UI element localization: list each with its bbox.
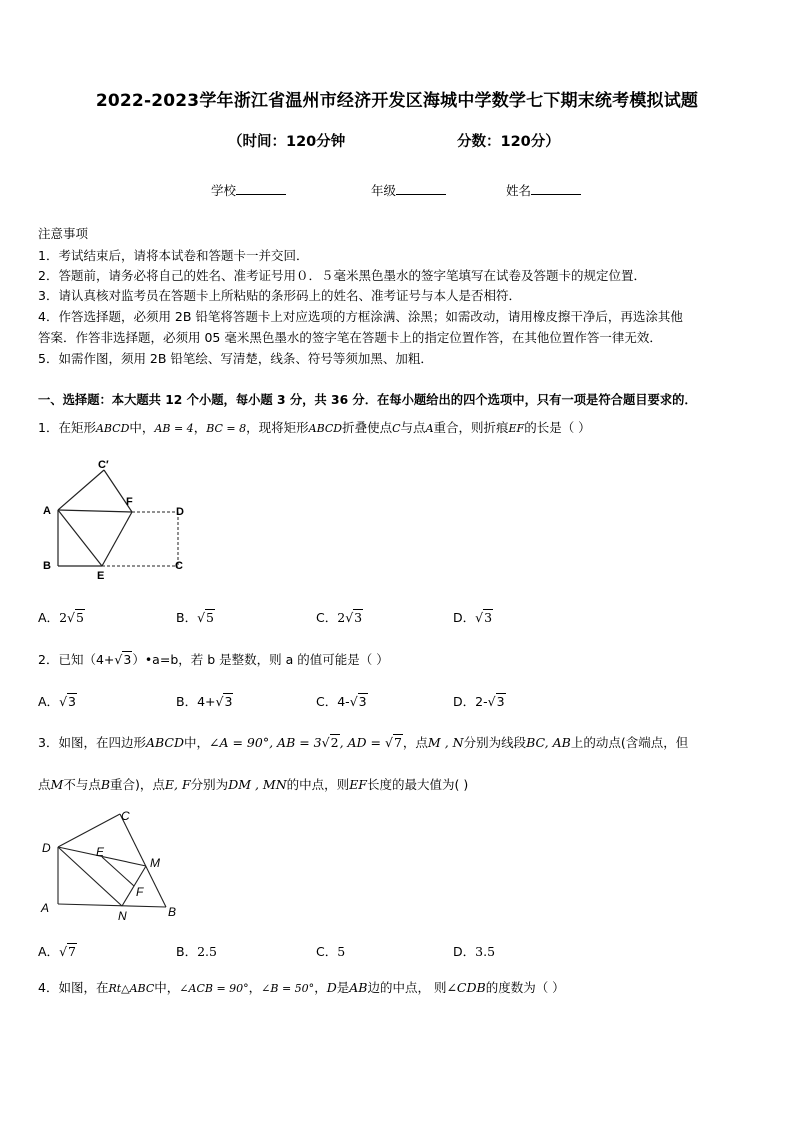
option-label: D． — [453, 694, 476, 709]
label-C-prime: C′ — [98, 459, 109, 471]
option-value: 3.5 — [475, 944, 496, 959]
q1-option-a[interactable]: A．2√5 — [38, 610, 84, 625]
line-AC1 — [58, 470, 104, 510]
question-4-stem — [38, 978, 565, 996]
q3-text: 3．如图，在四边形 — [38, 735, 146, 750]
q3-option-d[interactable] — [453, 942, 495, 960]
option-radicand: 5 — [75, 610, 84, 625]
q1-text: ， — [193, 420, 207, 435]
option-label: C． — [316, 944, 338, 959]
notice-item: 3．请认真核对监考员在答题卡上所粘贴的条形码上的姓名、准考证号与本人是否相符． — [38, 288, 521, 303]
option-radicand: 3 — [224, 694, 233, 709]
label-M: M — [150, 856, 160, 870]
line-EF — [102, 857, 134, 886]
line-AE — [58, 510, 102, 566]
q1-math: AB = 4 — [154, 422, 194, 435]
q3-math: EF — [349, 777, 367, 792]
grade-field — [371, 181, 446, 199]
question-3-stem-line2 — [38, 775, 468, 793]
school-field — [211, 181, 286, 199]
q3-math: , AD = — [339, 735, 385, 750]
q2-option-d[interactable]: D．2-√3 — [453, 694, 505, 709]
q1-text: 1．在矩形 — [38, 420, 96, 435]
q1-math: EF — [508, 422, 525, 435]
q2-radicand: 3 — [123, 652, 132, 667]
q1-text: ，现将矩形 — [246, 420, 309, 435]
line-AB — [58, 904, 166, 907]
grade-label: 年级 — [371, 183, 397, 198]
option-coef: 2 — [337, 610, 346, 625]
q4-text: 的度数为（ ） — [485, 980, 565, 995]
notice-item: 4．作答选择题，必须用 2B 铅笔将答题卡上对应选项的方框涂满、涂黑；如需改动，请用橡皮擦干净后，再选涂其他 — [38, 309, 683, 324]
q3-text: 点 — [38, 777, 51, 792]
q4-text: 是 — [336, 980, 350, 995]
option-radicand: 3 — [354, 610, 363, 625]
option-label: A． — [38, 944, 60, 959]
line-AF — [58, 510, 132, 512]
q1-text: 与点 — [400, 420, 426, 435]
option-radicand: 3 — [496, 694, 505, 709]
label-D: D — [42, 841, 51, 855]
school-label: 学校 — [211, 183, 237, 198]
total-score: 分数：120分） — [457, 134, 560, 150]
notice-heading: 注意事项 — [38, 226, 89, 241]
line-DC — [58, 814, 120, 847]
q4-text: 4．如图，在 — [38, 980, 109, 995]
notice-item: 1．考试结束后，请将本试卷和答题卡一并交回． — [38, 248, 309, 263]
q1-math: C — [392, 422, 401, 435]
option-prefix: 4- — [337, 694, 350, 709]
option-radicand: 5 — [206, 610, 214, 625]
q3-text: 重合)，点 — [110, 777, 165, 792]
q3-figure — [36, 804, 186, 924]
q2-option-c[interactable]: C．4-√3 — [316, 694, 367, 709]
question-1-stem — [38, 418, 591, 436]
q3-math: ∠A = 90°, AB = 3 — [209, 735, 322, 750]
q1-option-c[interactable]: C．2√3 — [316, 610, 363, 625]
option-prefix: 4+ — [197, 694, 216, 709]
q3-math: E, F — [164, 777, 191, 792]
notice-item: 答案．作答非选择题，必须用 05 毫米黑色墨水的签字笔在答题卡上的指定位置作答，在其他位置作答一律无效． — [38, 330, 662, 345]
q1-math: ABCD — [95, 422, 130, 435]
option-label: D． — [453, 944, 476, 959]
q4-math: ∠CDB — [446, 980, 486, 995]
label-D: D — [176, 506, 184, 518]
school-blank — [236, 184, 286, 195]
option-label: A． — [38, 694, 60, 709]
q3-text: 中， — [184, 735, 210, 750]
q2-text: 2．已知（4+ — [38, 652, 115, 667]
q3-radicand: 7 — [393, 735, 402, 750]
q2-text: ）•a=b，若 b 是整数，则 a 的值可能是（ ） — [132, 652, 389, 667]
q3-text: 上的动点(含端点，但 — [570, 735, 689, 750]
grade-blank — [396, 184, 446, 195]
option-label: A． — [38, 610, 60, 625]
q1-figure — [36, 456, 196, 582]
time-limit: （时间：120分钟 — [228, 134, 346, 150]
label-C: C — [175, 560, 183, 572]
q3-option-c[interactable] — [316, 942, 345, 960]
q3-text: 分别为线段 — [463, 735, 527, 750]
q3-text: 长度的最大值为( ) — [367, 777, 469, 792]
option-label: C． — [316, 610, 338, 625]
q4-text: ， — [248, 980, 262, 995]
q3-math: M , N — [427, 735, 464, 750]
q3-option-b[interactable] — [176, 942, 217, 960]
q3-text: 分别为 — [190, 777, 229, 792]
label-E: E — [97, 570, 105, 582]
q1-text: 的长是（ ） — [524, 420, 591, 435]
q1-text: 中， — [129, 420, 155, 435]
name-label: 姓名 — [506, 183, 532, 198]
option-value: 5 — [337, 944, 346, 959]
label-C: C — [121, 809, 130, 823]
option-label: C． — [316, 694, 338, 709]
q1-option-d[interactable]: D．√3 — [453, 610, 493, 625]
q3-text: ，点 — [402, 735, 428, 750]
q1-text: 重合，则折痕 — [433, 420, 509, 435]
q3-radicand: 2 — [330, 735, 339, 750]
notice-item: 2．答题前，请务必将自己的姓名、准考证号用０．５毫米黑色墨水的签字笔填写在试卷及答题卡的规定位置． — [38, 268, 646, 283]
q3-math: ABCD — [145, 735, 184, 750]
q1-math: BC = 8 — [206, 422, 247, 435]
q1-text: 折叠使点 — [342, 420, 393, 435]
option-radicand: 3 — [358, 694, 367, 709]
label-B: B — [168, 905, 177, 919]
line-DN — [58, 847, 122, 906]
q4-math: ∠B = 50° — [261, 982, 315, 995]
q4-math: D — [326, 980, 337, 995]
option-prefix: 2- — [475, 694, 488, 709]
notice-item: 5．如需作图，须用 2B 铅笔绘、写清楚，线条、符号等须加黑、加粗． — [38, 351, 433, 366]
label-F: F — [136, 885, 144, 899]
q3-math: M — [50, 777, 64, 792]
question-3-stem-line1: 3．如图，在四边形ABCD中，∠A = 90°, AB = 3√2, AD = √7，点M , N分别为线段BC, AB上的动点(含端点，但 — [38, 735, 689, 750]
q4-text: 边的中点， 则 — [367, 980, 447, 995]
section-heading: 一、选择题：本大题共 12 个小题，每小题 3 分，共 36 分．在每小题给出的四个选项中，只有一项是符合题目要求的． — [38, 393, 697, 407]
q2-option-b[interactable]: B．4+√3 — [176, 694, 233, 709]
exam-title: 2022-2023学年浙江省温州市经济开发区海城中学数学七下期末统考模拟试题 — [95, 91, 699, 111]
name-field — [506, 181, 581, 199]
q3-text: 的中点，则 — [286, 777, 350, 792]
q4-text: ， — [314, 980, 327, 995]
label-A: A — [41, 901, 50, 915]
q3-math: B — [100, 777, 111, 792]
label-B: B — [43, 560, 51, 572]
option-label: B． — [176, 944, 198, 959]
q3-math: BC, AB — [526, 735, 571, 750]
q1-math: A — [425, 422, 434, 435]
q2-option-a[interactable]: A．√3 — [38, 694, 76, 709]
q3-math: DM , MN — [228, 777, 287, 792]
q4-math: ∠ACB = 90° — [179, 982, 249, 995]
option-label: B． — [176, 610, 198, 625]
option-radicand: 7 — [68, 944, 76, 959]
option-radicand: 3 — [68, 694, 76, 709]
option-radicand: 3 — [484, 610, 493, 625]
q1-math: ABCD — [308, 422, 343, 435]
q4-math: AB — [349, 980, 368, 995]
option-coef: 2 — [59, 610, 68, 625]
label-A: A — [43, 505, 51, 517]
label-F: F — [126, 496, 133, 508]
line-EF — [102, 512, 132, 566]
option-value: 2.5 — [197, 944, 217, 959]
q3-option-a[interactable]: A．√7 — [38, 944, 76, 959]
q4-text: 中， — [154, 980, 180, 995]
q1-option-b[interactable]: B．√5 — [176, 610, 214, 625]
q3-text: 不与点 — [63, 777, 101, 792]
option-label: D． — [453, 610, 476, 625]
question-2-stem: 2．已知（4+√3）•a=b，若 b 是整数，则 a 的值可能是（ ） — [38, 652, 389, 667]
option-label: B． — [176, 694, 198, 709]
label-E: E — [96, 845, 105, 859]
q4-math: Rt△ABC — [108, 982, 155, 995]
name-blank — [531, 184, 581, 195]
label-N: N — [118, 909, 127, 923]
